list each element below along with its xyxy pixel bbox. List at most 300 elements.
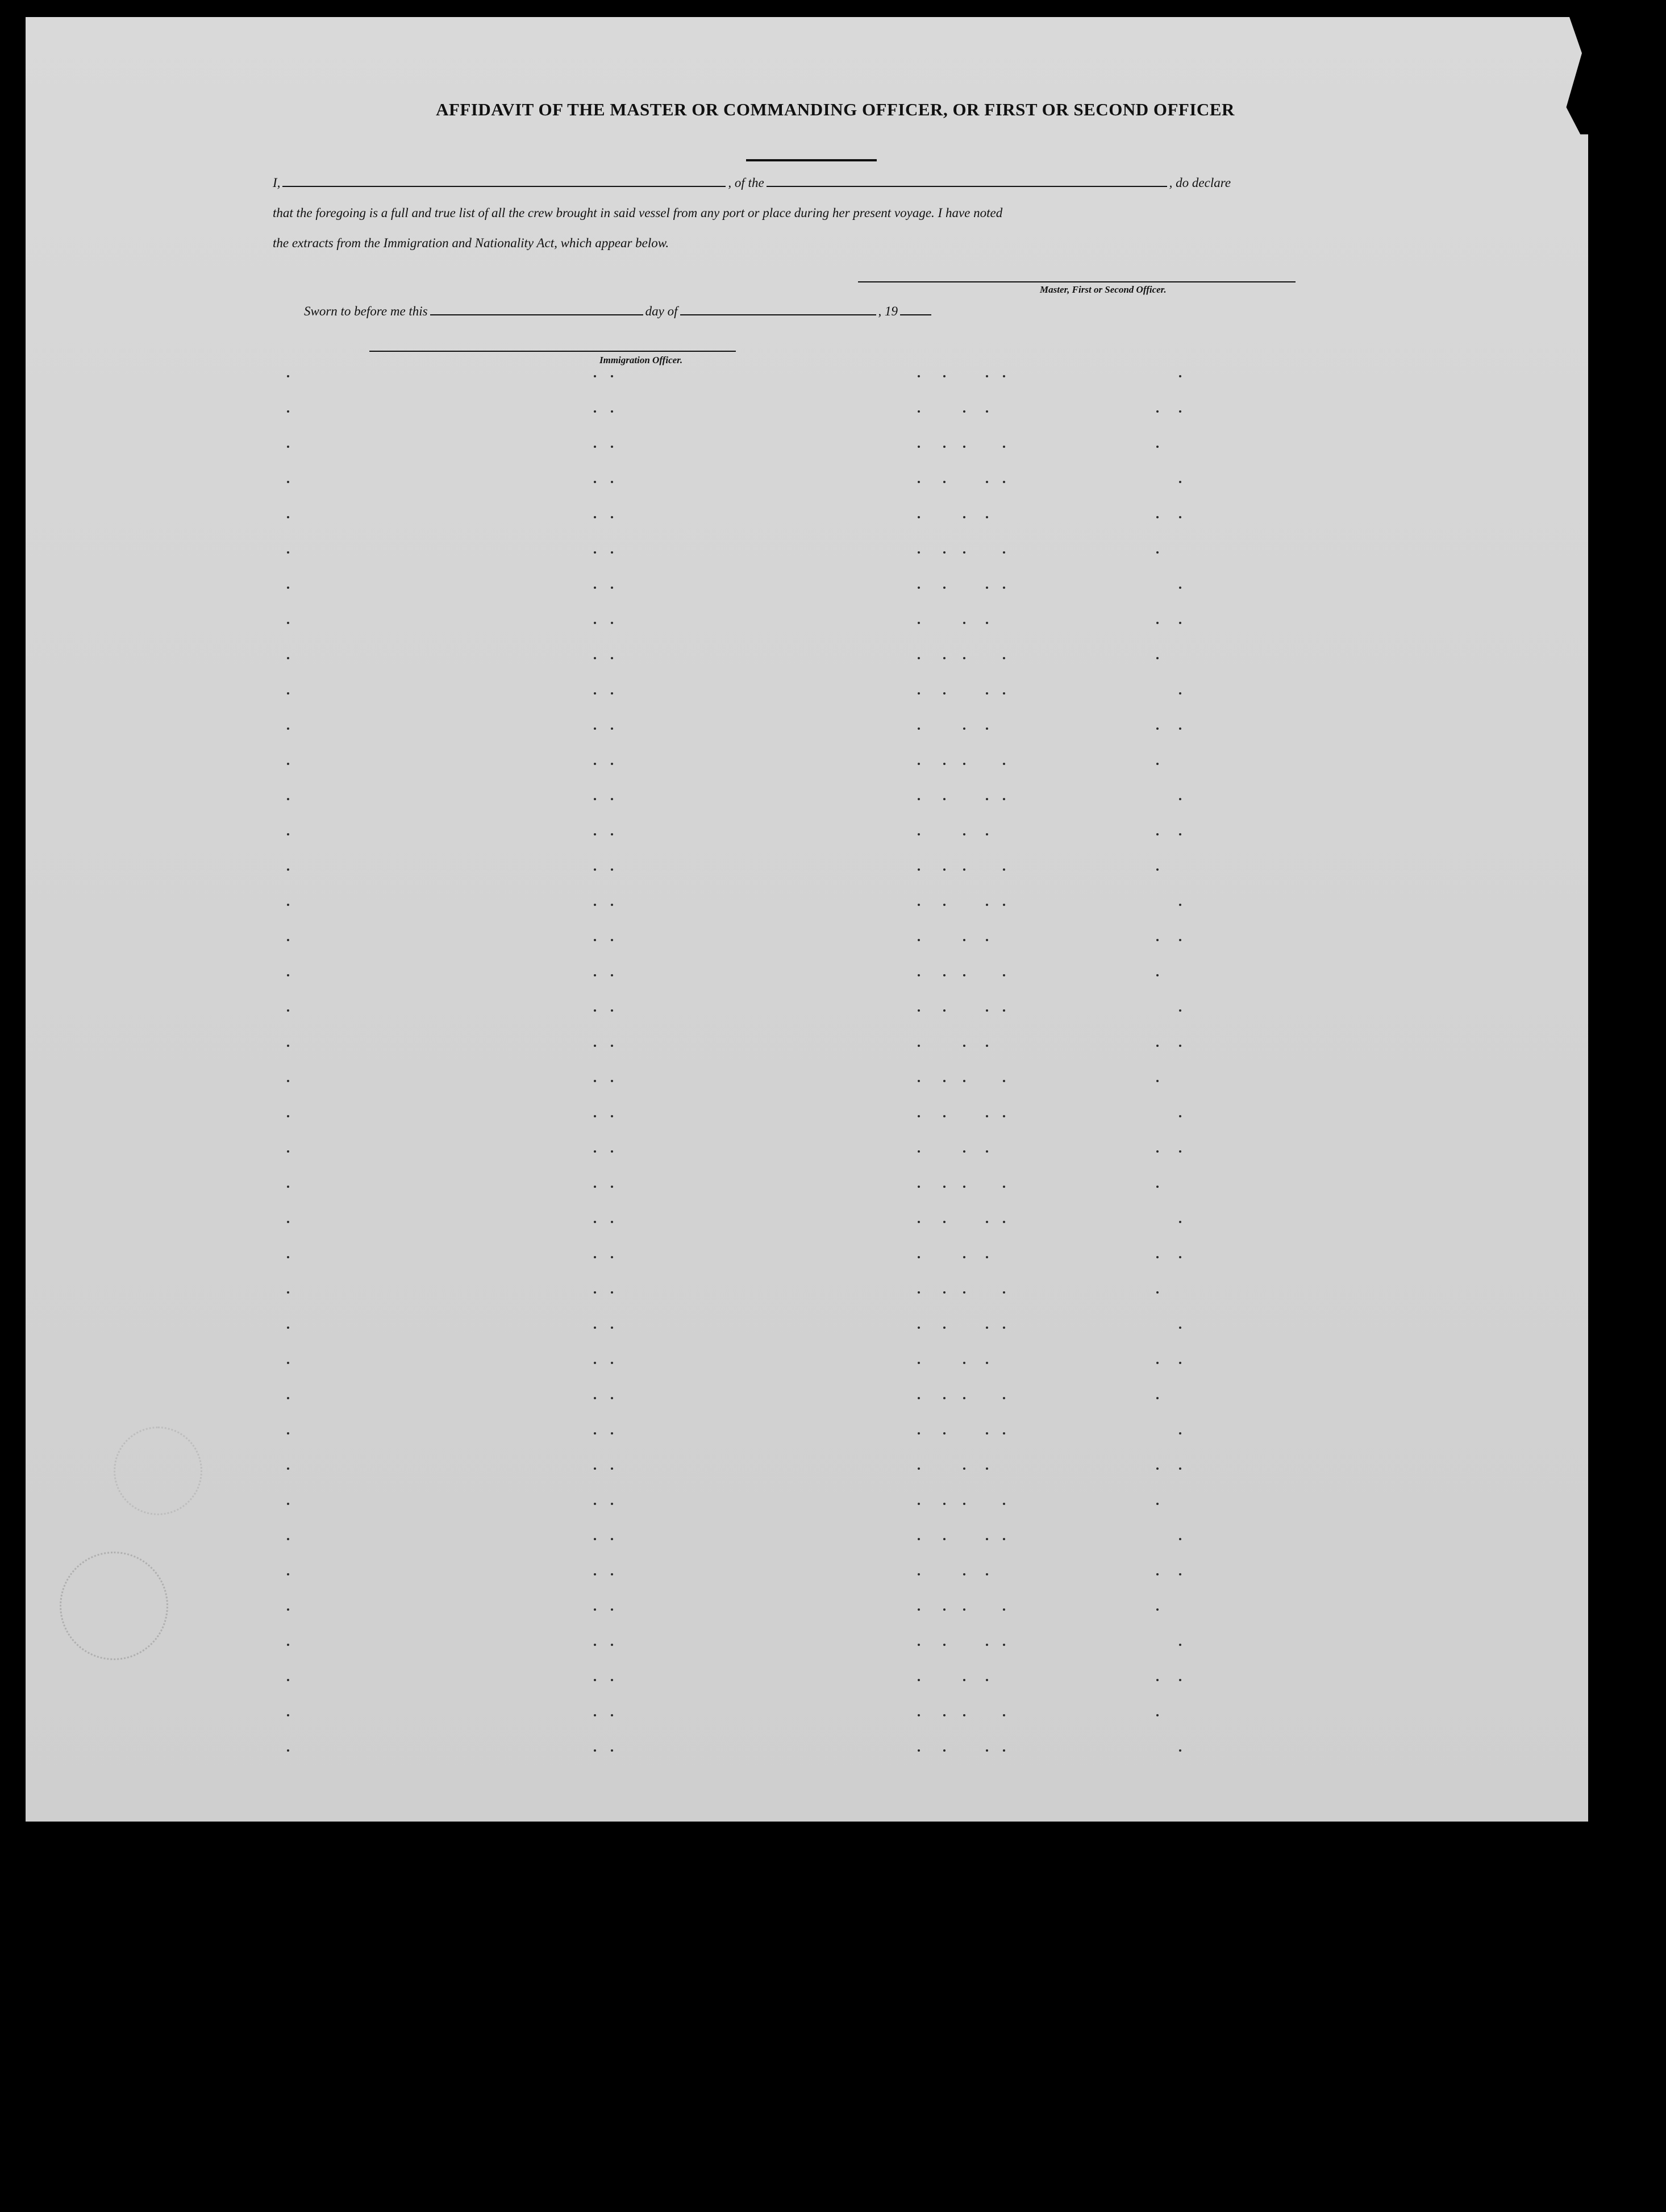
leader-dot — [1003, 904, 1005, 906]
leader-dot — [986, 622, 988, 624]
leader-dot — [287, 1503, 289, 1505]
leader-dot — [1003, 587, 1005, 589]
leader-dot — [287, 410, 289, 413]
leader-dot — [287, 1150, 289, 1153]
leader-dot — [1003, 692, 1005, 695]
leader-dot — [594, 551, 596, 554]
leader-dot — [1156, 410, 1159, 413]
leader-dot — [287, 1573, 289, 1575]
leader-dot — [1156, 446, 1159, 448]
leader-dot — [963, 516, 965, 518]
leader-dot — [287, 1291, 289, 1294]
leader-dot — [1003, 446, 1005, 448]
leader-dot — [611, 481, 613, 483]
leader-dot — [287, 868, 289, 871]
leader-dot — [963, 622, 965, 624]
leader-dot — [943, 446, 946, 448]
leader-dot — [287, 1115, 289, 1117]
leader-dot — [986, 1115, 988, 1117]
leader-dot — [611, 516, 613, 518]
leader-dot — [943, 1291, 946, 1294]
leader-dot — [611, 868, 613, 871]
leader-dot — [1156, 1714, 1159, 1716]
leader-dot — [918, 1538, 920, 1540]
leader-dot — [918, 1362, 920, 1364]
declaration-text — [273, 168, 1301, 258]
leader-dot — [287, 727, 289, 730]
leader-dot — [1003, 1749, 1005, 1752]
leader-dot — [986, 1009, 988, 1012]
leader-dot — [963, 1186, 965, 1188]
leader-dot — [611, 974, 613, 976]
leader-dot — [943, 551, 946, 554]
leader-dot — [611, 1362, 613, 1364]
leader-dot — [1179, 1432, 1181, 1435]
leader-dot — [1003, 1291, 1005, 1294]
leader-dot — [287, 1221, 289, 1223]
leader-dot — [287, 692, 289, 695]
leader-dot — [594, 446, 596, 448]
leader-dot — [611, 1432, 613, 1435]
leader-dot — [986, 375, 988, 377]
leader-dot — [918, 868, 920, 871]
immigration-officer-label: Immigration Officer. — [599, 355, 683, 365]
leader-dot — [963, 974, 965, 976]
leader-dot — [287, 1397, 289, 1399]
leader-dot — [1156, 1186, 1159, 1188]
leader-dot — [611, 622, 613, 624]
leader-dot — [1003, 1327, 1005, 1329]
leader-dot — [1003, 1115, 1005, 1117]
sworn-text: Sworn to before me this — [304, 304, 428, 318]
leader-dot — [611, 1608, 613, 1611]
leader-dot — [611, 1679, 613, 1681]
leader-dot — [1003, 1186, 1005, 1188]
leader-dot — [1156, 1679, 1159, 1681]
leader-dot — [986, 1045, 988, 1047]
leader-dot — [594, 481, 596, 483]
leader-dot — [611, 1186, 613, 1188]
leader-dot — [963, 1080, 965, 1082]
leader-dot — [1179, 1467, 1181, 1470]
leader-dot — [918, 410, 920, 413]
leader-dot — [594, 974, 596, 976]
leader-dot — [611, 1397, 613, 1399]
leader-dot — [287, 974, 289, 976]
leader-dot — [963, 1150, 965, 1153]
leader-dot — [986, 1573, 988, 1575]
leader-dot — [611, 1714, 613, 1716]
leader-dot — [594, 763, 596, 765]
sworn-day-of: day of — [645, 304, 678, 318]
leader-dot — [1179, 904, 1181, 906]
leader-dot — [963, 1467, 965, 1470]
faded-seal-stamp — [60, 1552, 168, 1660]
leader-dot — [1156, 868, 1159, 871]
leader-dot — [611, 1080, 613, 1082]
leader-dot — [594, 1045, 596, 1047]
sworn-year-blank[interactable] — [900, 313, 931, 315]
leader-dot — [918, 516, 920, 518]
leader-dot — [611, 1538, 613, 1540]
leader-dot — [943, 1608, 946, 1611]
leader-dot — [1003, 1538, 1005, 1540]
leader-dot — [594, 1714, 596, 1716]
leader-dot — [594, 1256, 596, 1258]
leader-dot — [918, 1291, 920, 1294]
leader-dot — [918, 1714, 920, 1716]
leader-dot — [594, 1362, 596, 1364]
leader-dot — [1179, 481, 1181, 483]
leader-dot — [1003, 1221, 1005, 1223]
leader-dot — [918, 1256, 920, 1258]
leader-dot — [918, 657, 920, 659]
leader-dot — [1156, 1362, 1159, 1364]
leader-dot — [918, 1679, 920, 1681]
leader-dot — [1179, 516, 1181, 518]
leader-dot — [986, 1679, 988, 1681]
sworn-year-prefix: , 19 — [878, 304, 898, 318]
leader-dot — [943, 587, 946, 589]
leader-dot — [918, 833, 920, 835]
leader-dot — [1156, 1608, 1159, 1611]
leader-dot — [1003, 1009, 1005, 1012]
leader-dot — [1156, 1467, 1159, 1470]
leader-dot — [918, 763, 920, 765]
leader-dot — [287, 1432, 289, 1435]
leader-dot — [594, 1503, 596, 1505]
faded-seal-stamp — [114, 1427, 202, 1515]
leader-dot — [963, 868, 965, 871]
leader-dot — [594, 516, 596, 518]
leader-dot — [943, 1397, 946, 1399]
leader-dot — [943, 692, 946, 695]
leader-dot — [1156, 1080, 1159, 1082]
leader-dot — [1156, 1573, 1159, 1575]
leader-dot — [918, 1749, 920, 1752]
leader-dot — [1179, 1150, 1181, 1153]
leader-dot — [1156, 939, 1159, 941]
leader-dot — [1156, 1256, 1159, 1258]
leader-dot — [1179, 1679, 1181, 1681]
leader-dot — [1003, 551, 1005, 554]
leader-dot — [918, 1432, 920, 1435]
leader-dot — [943, 657, 946, 659]
declaration-line-1 — [273, 168, 1301, 198]
leader-dot — [611, 1115, 613, 1117]
leader-dot — [1003, 1397, 1005, 1399]
leader-dot — [594, 1432, 596, 1435]
leader-dot — [963, 1291, 965, 1294]
leader-dot — [594, 833, 596, 835]
leader-dot — [287, 587, 289, 589]
leader-dot — [963, 1397, 965, 1399]
leader-dot — [918, 1045, 920, 1047]
leader-dot — [594, 410, 596, 413]
leader-dot — [287, 481, 289, 483]
leader-dot — [918, 904, 920, 906]
leader-dot — [918, 974, 920, 976]
leader-dot — [287, 1009, 289, 1012]
leader-dot — [1003, 1608, 1005, 1611]
leader-dot — [963, 1573, 965, 1575]
declaration-i: I, — [273, 176, 281, 190]
leader-dot — [918, 1221, 920, 1223]
leader-dot — [611, 939, 613, 941]
leader-dot — [594, 1608, 596, 1611]
leader-dot — [287, 763, 289, 765]
leader-dot — [594, 1150, 596, 1153]
leader-dot — [594, 1644, 596, 1646]
leader-dot — [1156, 551, 1159, 554]
leader-dot — [986, 1538, 988, 1540]
sworn-day-blank[interactable] — [430, 313, 643, 315]
leader-dot — [943, 1115, 946, 1117]
leader-dot — [918, 587, 920, 589]
leader-dot — [611, 1150, 613, 1153]
leader-dot — [594, 727, 596, 730]
leader-dot — [963, 1714, 965, 1716]
leader-dot — [611, 1503, 613, 1505]
leader-dot — [963, 551, 965, 554]
leader-dot — [918, 1503, 920, 1505]
leader-dot — [287, 1538, 289, 1540]
leader-dot — [943, 1327, 946, 1329]
leader-dot — [986, 1644, 988, 1646]
leader-dot — [611, 1291, 613, 1294]
leader-dot — [1179, 1573, 1181, 1575]
leader-dot — [611, 692, 613, 695]
leader-dot — [594, 904, 596, 906]
leader-dot — [1179, 1538, 1181, 1540]
leader-dot — [611, 1045, 613, 1047]
leader-dot — [1179, 1362, 1181, 1364]
leader-dot — [287, 516, 289, 518]
vessel-blank[interactable] — [767, 185, 1167, 187]
leader-dot — [287, 375, 289, 377]
leader-dot — [594, 587, 596, 589]
leader-dot — [963, 657, 965, 659]
leader-dot — [918, 1009, 920, 1012]
leader-dot — [918, 1467, 920, 1470]
leader-dot — [918, 727, 920, 730]
leader-dot — [1179, 798, 1181, 800]
leader-dot — [287, 1644, 289, 1646]
leader-dot — [1179, 1221, 1181, 1223]
leader-dot — [1179, 939, 1181, 941]
leader-dot — [918, 1186, 920, 1188]
declaration-of-the: , of the — [728, 176, 764, 190]
leader-dot — [943, 798, 946, 800]
leader-dot — [918, 1150, 920, 1153]
leader-dot — [963, 1362, 965, 1364]
leader-dot — [1179, 587, 1181, 589]
leader-dot — [943, 1503, 946, 1505]
leader-dot — [1003, 1432, 1005, 1435]
leader-dot — [918, 1644, 920, 1646]
leader-dot — [287, 1256, 289, 1258]
leader-dot — [611, 587, 613, 589]
leader-dot — [594, 1009, 596, 1012]
leader-dot — [287, 1714, 289, 1716]
leader-dot — [287, 1362, 289, 1364]
leader-dot — [986, 939, 988, 941]
name-blank[interactable] — [282, 185, 726, 187]
leader-dot — [963, 410, 965, 413]
leader-dot — [287, 657, 289, 659]
leader-dot — [1003, 375, 1005, 377]
leader-dot — [594, 1080, 596, 1082]
leader-dot — [986, 1256, 988, 1258]
leader-dot — [986, 1362, 988, 1364]
leader-dot — [963, 1045, 965, 1047]
leader-dot — [1156, 622, 1159, 624]
leader-dot — [986, 1221, 988, 1223]
leader-dot — [594, 1115, 596, 1117]
leader-dot — [594, 1397, 596, 1399]
leader-dot — [594, 1327, 596, 1329]
leader-dot — [1003, 657, 1005, 659]
leader-dot — [918, 1573, 920, 1575]
leader-dot — [986, 1467, 988, 1470]
leader-dot — [986, 516, 988, 518]
leader-dot — [1156, 1503, 1159, 1505]
paper-sheet — [26, 17, 1588, 1822]
declaration-line-3: the extracts from the Immigration and Nationality Act, which appear below. — [273, 236, 669, 250]
leader-dot — [611, 410, 613, 413]
leader-dot — [943, 375, 946, 377]
leader-dot — [963, 833, 965, 835]
leader-dot — [918, 375, 920, 377]
leader-dot — [918, 481, 920, 483]
leader-dot — [1179, 375, 1181, 377]
leader-dot — [287, 1080, 289, 1082]
leader-dot — [594, 657, 596, 659]
leader-dot — [1156, 1045, 1159, 1047]
leader-dot — [986, 410, 988, 413]
immigration-officer-signature-line[interactable] — [369, 351, 736, 352]
leader-dot — [594, 1186, 596, 1188]
leader-dot — [611, 833, 613, 835]
leader-dot — [943, 904, 946, 906]
leader-dot — [611, 763, 613, 765]
leader-dot — [611, 446, 613, 448]
leader-dot — [943, 1749, 946, 1752]
leader-dot — [1179, 622, 1181, 624]
leader-dot — [986, 833, 988, 835]
leader-dot — [963, 939, 965, 941]
leader-dot — [287, 551, 289, 554]
leader-dot — [986, 904, 988, 906]
leader-dot — [1179, 1009, 1181, 1012]
leader-dot — [943, 481, 946, 483]
leader-dot — [1003, 868, 1005, 871]
leader-dot — [963, 1608, 965, 1611]
leader-dot — [963, 1679, 965, 1681]
master-signature-line[interactable] — [858, 281, 1296, 282]
leader-dot — [594, 692, 596, 695]
leader-dot — [943, 974, 946, 976]
leader-dot — [963, 1256, 965, 1258]
leader-dot — [594, 1221, 596, 1223]
leader-dot — [611, 1256, 613, 1258]
leader-dot — [1156, 1397, 1159, 1399]
leader-dot — [1003, 974, 1005, 976]
leader-dot — [1179, 1327, 1181, 1329]
leader-dot — [1156, 727, 1159, 730]
leader-dot — [986, 587, 988, 589]
leader-dot — [918, 622, 920, 624]
leader-dot — [918, 551, 920, 554]
leader-dot — [1003, 1503, 1005, 1505]
leader-dot — [1179, 833, 1181, 835]
leader-dot — [611, 727, 613, 730]
leader-dot — [943, 1186, 946, 1188]
leader-dot — [943, 1432, 946, 1435]
leader-dot — [918, 1608, 920, 1611]
leader-dot — [1156, 763, 1159, 765]
leader-dot — [1156, 1150, 1159, 1153]
leader-dot — [943, 1714, 946, 1716]
leader-dot — [1179, 1644, 1181, 1646]
leader-dot — [594, 939, 596, 941]
leader-dot — [287, 1608, 289, 1611]
leader-dot — [986, 1749, 988, 1752]
leader-dot — [943, 1644, 946, 1646]
leader-dot — [594, 868, 596, 871]
leader-dot — [943, 1221, 946, 1223]
leader-dot — [287, 904, 289, 906]
leader-dot — [918, 1115, 920, 1117]
leader-dot — [918, 692, 920, 695]
leader-dot — [986, 727, 988, 730]
leader-dot — [611, 657, 613, 659]
leader-dot — [287, 1327, 289, 1329]
leader-dot — [611, 551, 613, 554]
leader-dot — [986, 1150, 988, 1153]
leader-dot — [1156, 974, 1159, 976]
leader-dot — [1179, 727, 1181, 730]
leader-dot — [611, 1221, 613, 1223]
leader-dot — [611, 1009, 613, 1012]
leader-dot — [1156, 833, 1159, 835]
leader-dot — [594, 375, 596, 377]
leader-dot — [1156, 1291, 1159, 1294]
master-signature-label: Master, First or Second Officer. — [1040, 284, 1167, 295]
leader-dot — [1003, 481, 1005, 483]
leader-dot — [611, 1573, 613, 1575]
leader-dot — [986, 692, 988, 695]
leader-dot — [943, 1538, 946, 1540]
leader-dot — [963, 763, 965, 765]
leader-dot — [611, 375, 613, 377]
leader-dot — [287, 1749, 289, 1752]
leader-dot — [1003, 763, 1005, 765]
declaration-do-declare: , do declare — [1169, 176, 1231, 190]
sworn-month-blank[interactable] — [680, 313, 876, 315]
leader-dot — [611, 1327, 613, 1329]
leader-dot — [287, 939, 289, 941]
leader-dot — [594, 1538, 596, 1540]
leader-dot — [287, 798, 289, 800]
leader-dot — [986, 1432, 988, 1435]
leader-dot — [1003, 1080, 1005, 1082]
leader-dot — [963, 727, 965, 730]
leader-dot — [594, 1291, 596, 1294]
leader-dot — [1179, 1749, 1181, 1752]
leader-dot — [1003, 798, 1005, 800]
leader-dot — [1179, 692, 1181, 695]
